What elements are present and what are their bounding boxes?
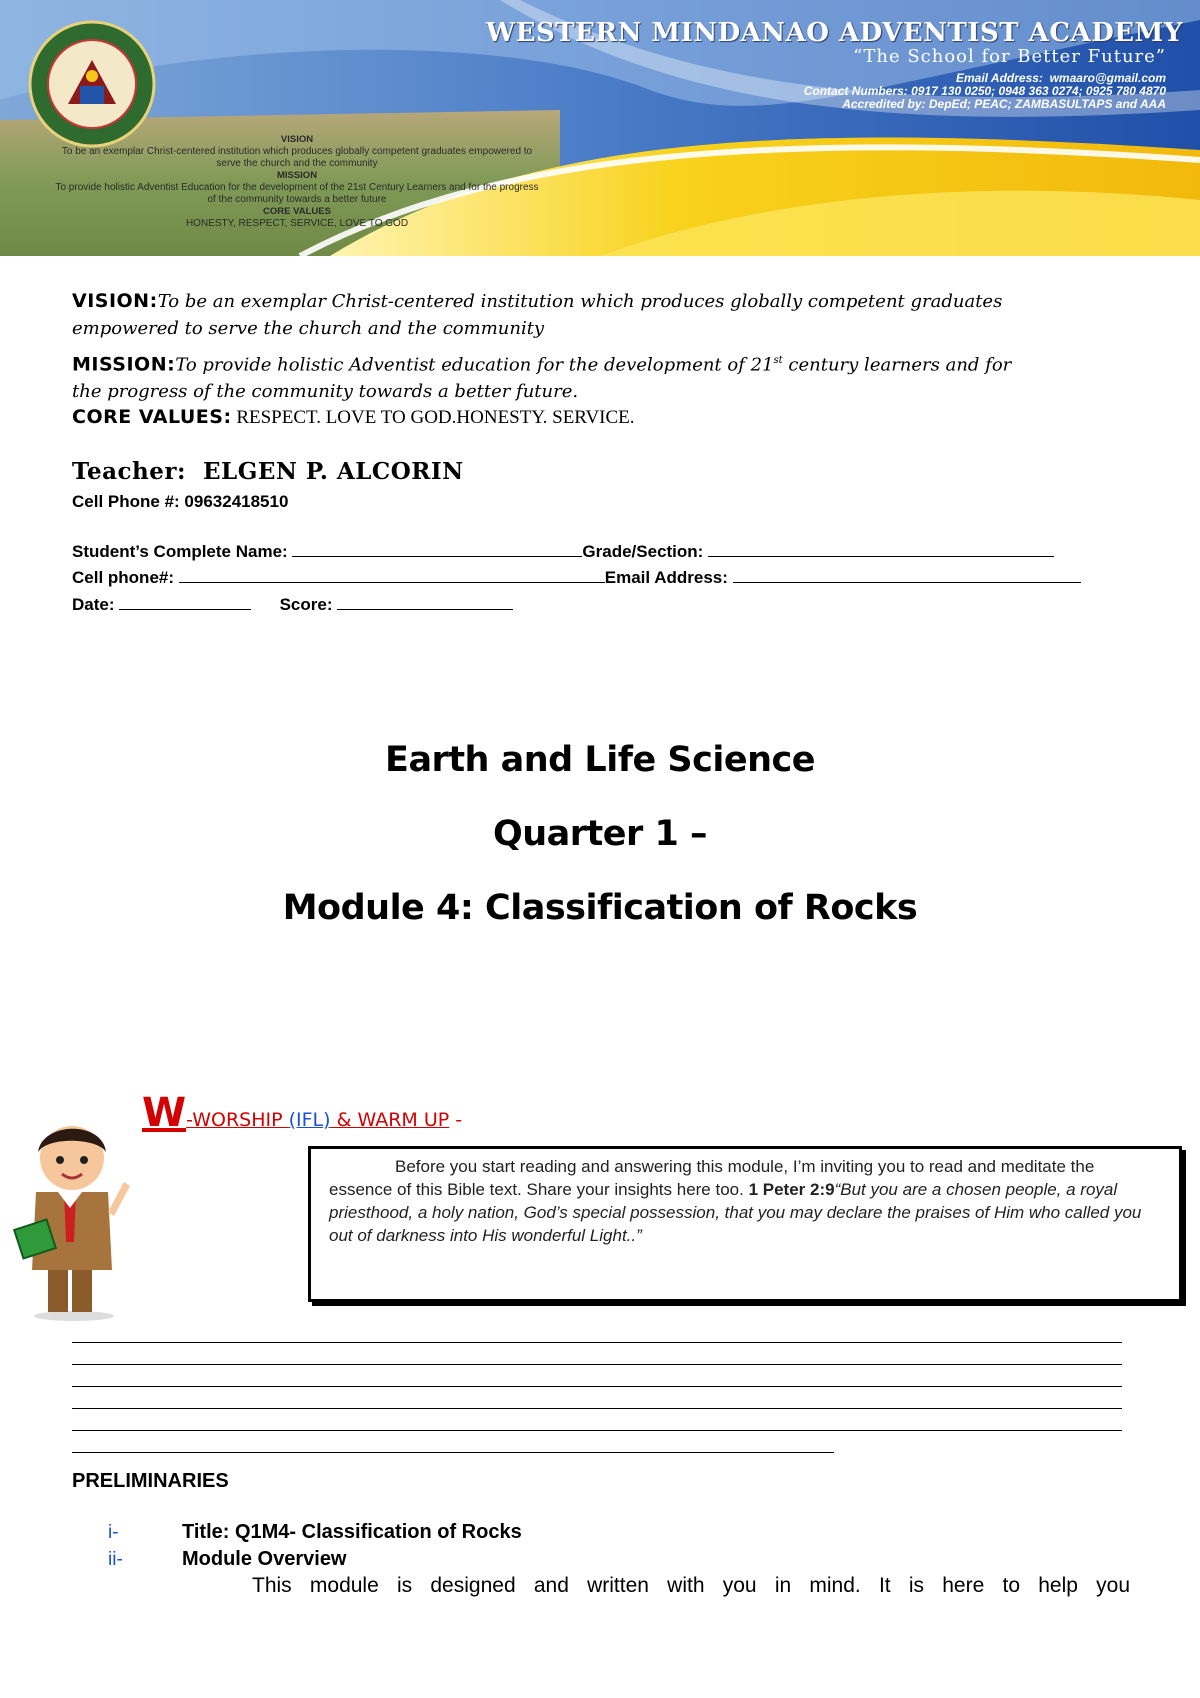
cell-phone-label: Cell phone#:: [72, 568, 175, 587]
preliminaries-heading: PRELIMINARIES: [72, 1470, 229, 1492]
quarter-title: Quarter 1 –: [492, 814, 707, 854]
bible-verse-text: [329, 1155, 1159, 1247]
worship-part-3: & WARM UP: [330, 1109, 450, 1131]
mission-block: [72, 347, 1132, 405]
date-blank[interactable]: [119, 595, 251, 610]
cell-phone-blank[interactable]: [179, 568, 605, 583]
student-name-blank[interactable]: [292, 542, 582, 557]
teacher-line: [72, 458, 464, 485]
teacher-cell-label: Cell Phone #:: [72, 492, 180, 511]
core-values-text: RESPECT. LOVE TO GOD.HONESTY. SERVICE.: [231, 407, 635, 428]
teacher-label: Teacher:: [72, 458, 186, 485]
header-banner: [0, 0, 1200, 256]
worship-heading: [142, 1090, 462, 1136]
list-number-ii: ii-: [108, 1549, 123, 1570]
answer-line-6[interactable]: [72, 1452, 834, 1453]
verse-reference: 1 Peter 2:9: [748, 1180, 835, 1199]
vision-label: VISION:: [72, 290, 158, 312]
core-values-label: CORE VALUES:: [72, 406, 232, 428]
email-value: wmaaro@gmail.com: [1049, 71, 1166, 85]
school-motto: “The School for Better Future”: [853, 46, 1166, 67]
school-name: WESTERN MINDANAO ADVENTIST ACADEMY: [486, 18, 1183, 48]
mission-line-2: the progress of the community towards a better future.: [72, 381, 579, 403]
verse-intro: Before you start reading and answering this module, I’m inviting you to read and meditate the essence of this Bible text. Share your insights here too.: [329, 1157, 1095, 1199]
banner-vision-head: VISION: [280, 134, 314, 145]
answer-line-5[interactable]: [72, 1430, 1122, 1431]
subject-title: Earth and Life Science: [385, 740, 815, 780]
list-item-module-overview: Module Overview: [182, 1548, 347, 1570]
email-address-blank[interactable]: [733, 568, 1081, 583]
vision-line-2: empowered to serve the church and the community: [72, 318, 545, 339]
banner-vmv-overlay: [52, 134, 542, 230]
cell-phone-row: [72, 568, 1081, 588]
banner-core-text: HONESTY, RESPECT, SERVICE, LOVE TO GOD: [185, 218, 409, 229]
mission-superscript: st: [773, 355, 783, 366]
banner-mission-text: To provide holistic Adventist Education for the development of the 21st Century Learners and for the progress of the community towards a better future: [55, 182, 539, 205]
school-seal-logo: [28, 20, 156, 148]
worship-part-1: -WORSHIP: [186, 1109, 289, 1131]
worship-dash: -: [449, 1109, 463, 1131]
grade-section-blank[interactable]: [708, 542, 1054, 557]
cartoon-teacher-illustration: [8, 1112, 132, 1322]
score-label: Score:: [279, 595, 333, 614]
grade-section-label: Grade/Section:: [582, 542, 704, 561]
banner-contact-block: [804, 72, 1166, 111]
banner-core-head: CORE VALUES: [263, 206, 331, 217]
date-label: Date:: [72, 595, 115, 614]
teacher-cell-value: 09632418510: [184, 492, 289, 511]
email-address-label: Email Address:: [604, 568, 728, 587]
contact-value: 0917 130 0250; 0948 363 0274; 0925 780 4870: [911, 84, 1166, 98]
vision-line-1: To be an exemplar Christ-centered institution which produces globally competent graduates: [157, 291, 1003, 312]
answer-line-1[interactable]: [72, 1342, 1122, 1343]
core-values-block: [72, 404, 1132, 431]
banner-vision-text: To be an exemplar Christ-centered institution which produces globally competent graduates empowered to serve the church and the community: [61, 146, 533, 169]
list-number-i: i-: [108, 1522, 119, 1543]
list-item-title: Title: Q1M4- Classification of Rocks: [182, 1521, 522, 1543]
answer-line-2[interactable]: [72, 1364, 1122, 1365]
score-blank[interactable]: [337, 595, 513, 610]
accredited-label: Accredited by:: [842, 97, 926, 111]
mission-line-1a: To provide holistic Adventist education for the development of 21: [175, 354, 774, 376]
verse-body: “But you are a chosen people, a royal priesthood, a holy nation, God’s special possession, that you may declare the praises of Him who called you out of darkness into His wonderful Light..”: [329, 1180, 1142, 1245]
module-title: Module 4: Classification of Rocks: [282, 888, 918, 928]
vision-block: [72, 288, 1132, 342]
student-name-label: Student’s Complete Name:: [72, 542, 288, 561]
email-label: Email Address:: [956, 71, 1043, 85]
answer-line-3[interactable]: [72, 1386, 1122, 1387]
mission-label: MISSION:: [72, 353, 176, 376]
bible-verse-box: [308, 1146, 1182, 1302]
worship-w-letter: W: [142, 1090, 187, 1136]
module-overview-text: This module is designed and written with you in mind. It is here to help you: [252, 1574, 1130, 1597]
worship-ifl: (IFL): [288, 1109, 331, 1131]
mission-line-1b: century learners and for: [782, 354, 1012, 376]
answer-line-4[interactable]: [72, 1408, 1122, 1409]
contact-label: Contact Numbers:: [803, 84, 908, 98]
teacher-name: ELGEN P. ALCORIN: [203, 458, 464, 485]
student-name-row: [72, 542, 1054, 562]
teacher-cell-line: [72, 492, 288, 512]
banner-mission-head: MISSION: [276, 170, 318, 181]
date-score-row: [72, 595, 513, 615]
accredited-value: DepEd; PEAC; ZAMBASULTAPS and AAA: [928, 97, 1166, 111]
